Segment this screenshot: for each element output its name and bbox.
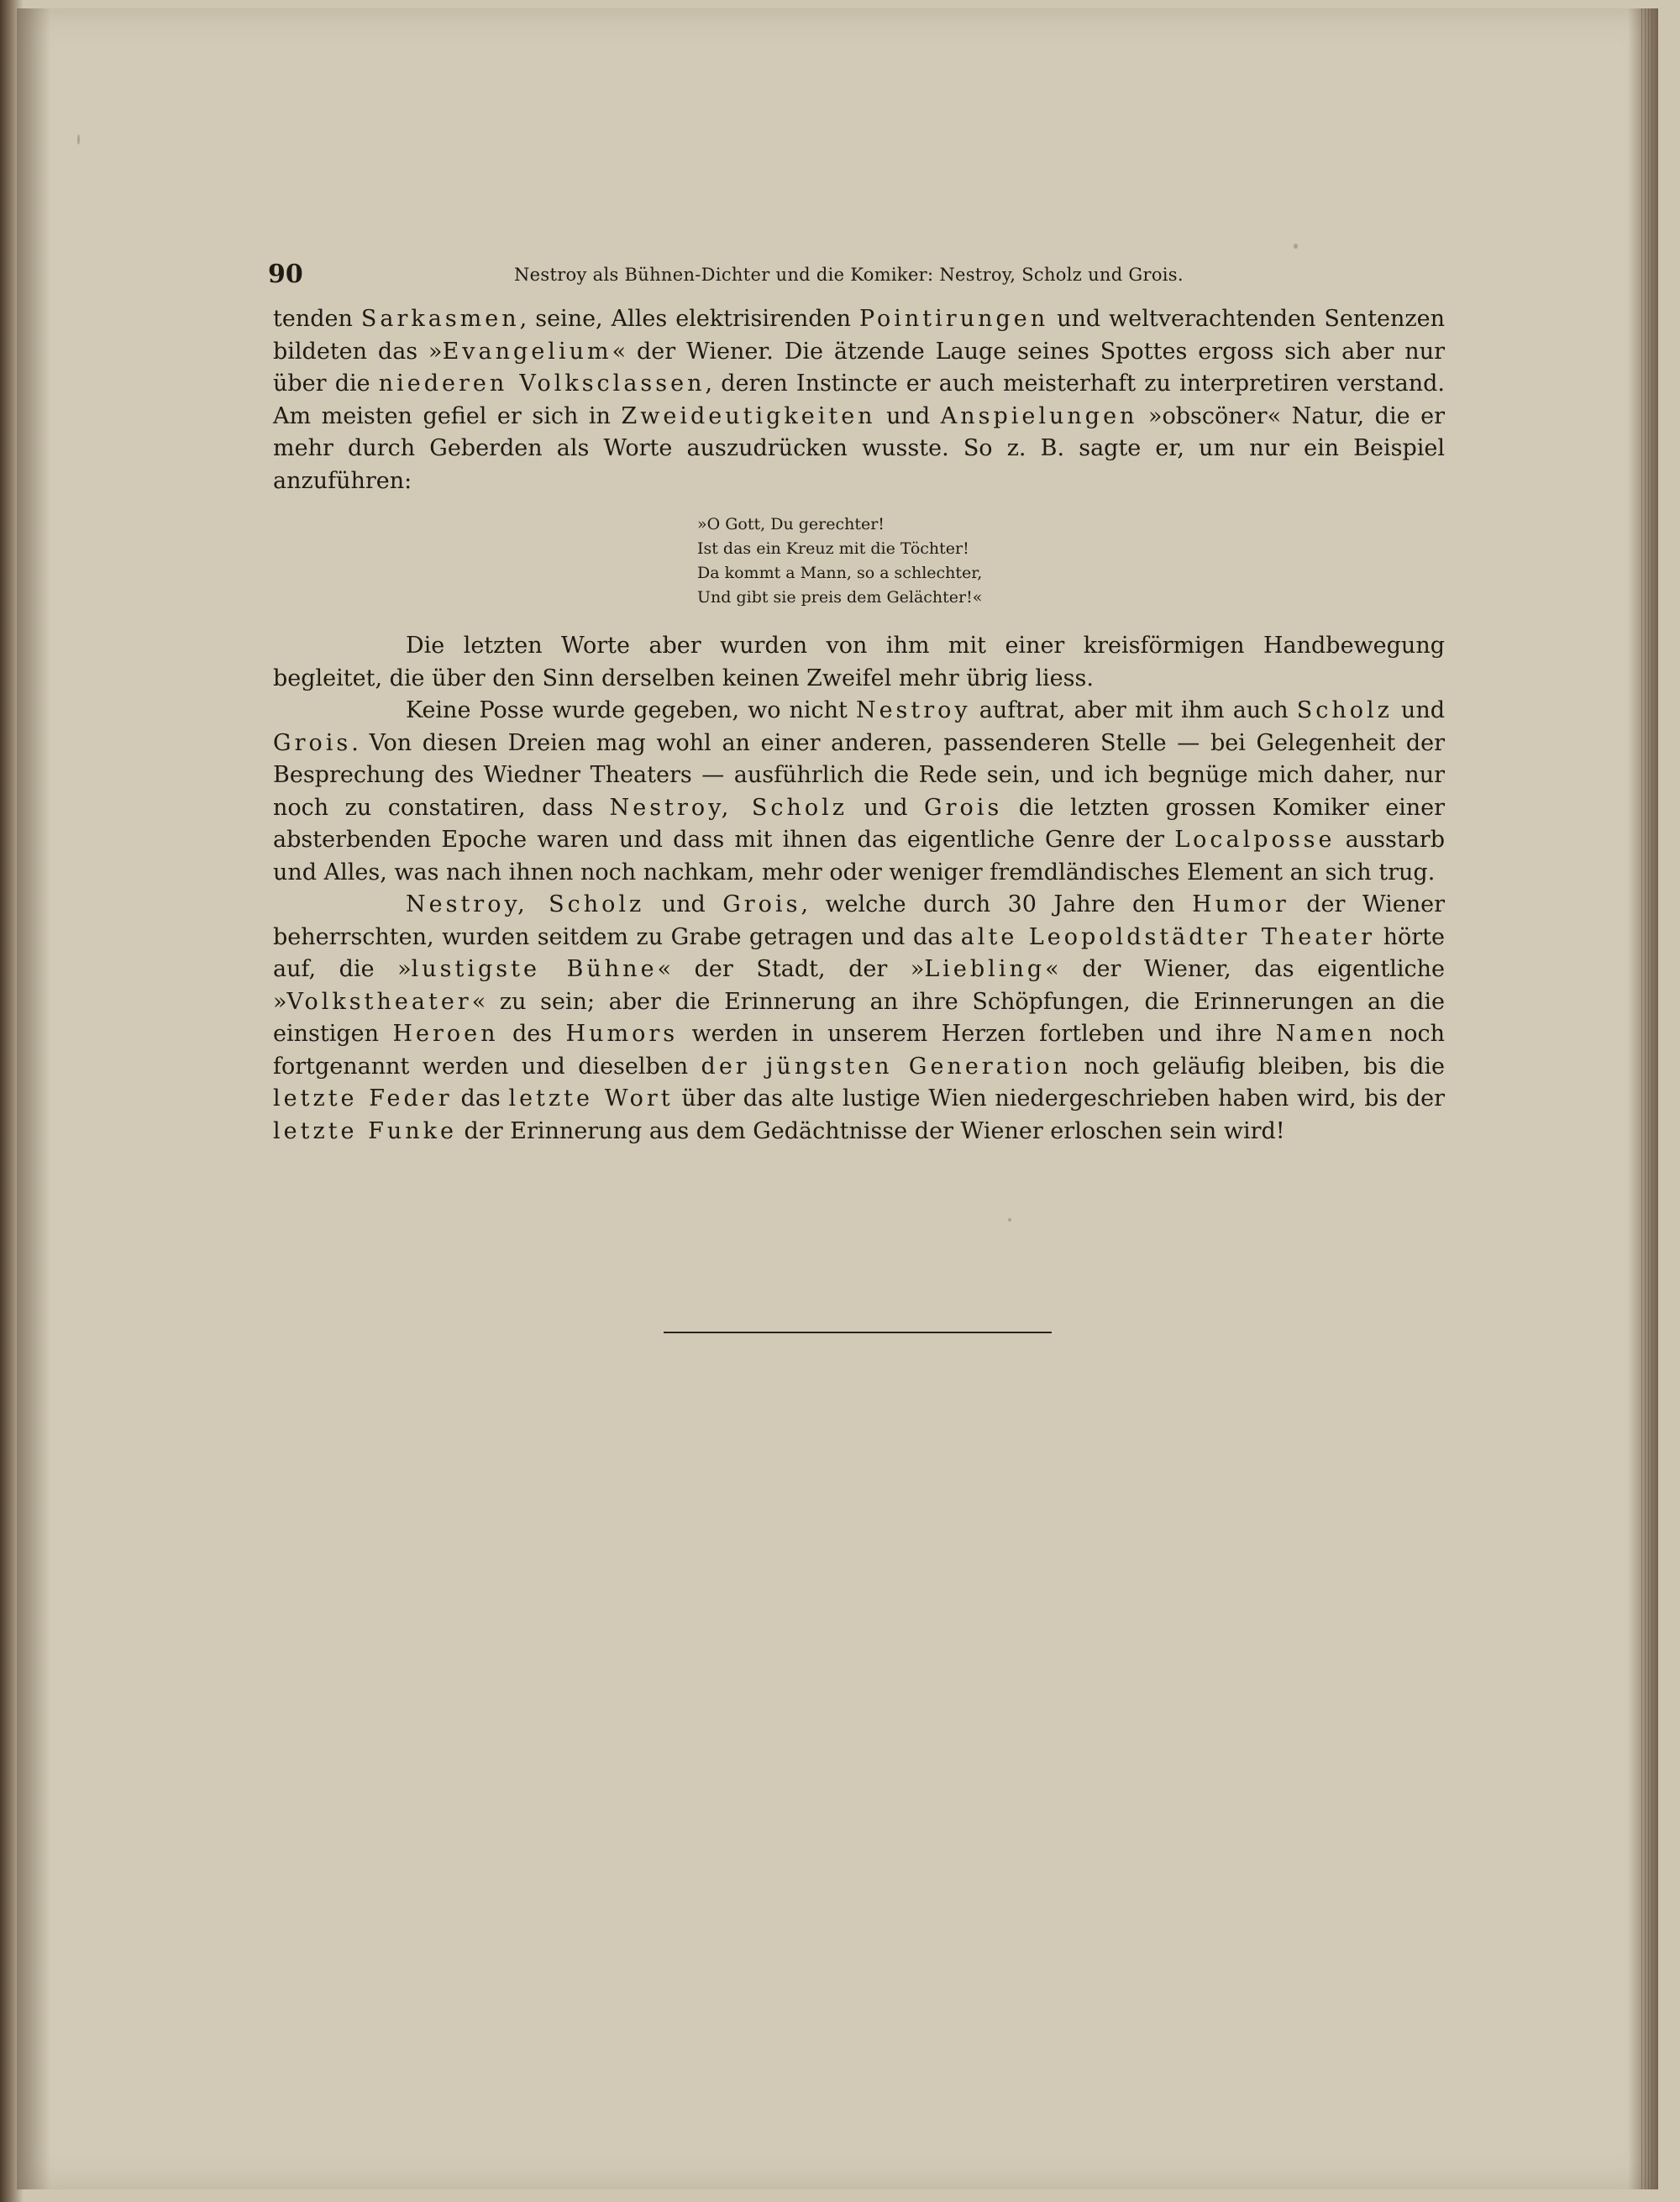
page-content [268,256,1446,1148]
text-run: über das alte lustige Wien niedergeschrieben haben wird, bis der [673,1085,1445,1112]
spaced-term: Nestroy, Scholz [609,794,848,821]
spaced-term: Grois [924,794,1003,821]
verse-line: Da kommt a Mann, so a schlechter, [697,564,983,582]
spaced-term: Nestroy, Scholz [406,891,645,917]
text-run: ausstarb und Alles, was nach ihnen noch nachkam, mehr oder weniger fremdländisches Element an sich trug. [273,827,1445,886]
text-run: und [847,794,924,821]
verse-line: Ist das ein Kreuz mit die Töchter! [697,539,969,558]
spaced-term: Nestroy [855,697,971,723]
spaced-term: Namen [1275,1021,1376,1047]
spaced-term: Localposse [1174,827,1336,853]
text-run: « zu sein; aber die Erinnerung an ihre Schöpfungen, die Erinnerungen an die einstigen [273,988,1445,1047]
paragraph-1 [273,303,1445,497]
text-run: auftrat, aber mit ihm auch [970,697,1297,723]
text-run: und weltverachtenden Sentenzen bildeten das » [273,306,1446,365]
spaced-term: letzte Wort [508,1085,674,1112]
text-run: , welche durch 30 Jahre den [801,891,1193,917]
text-run: noch geläufig bleiben, bis die [1070,1053,1446,1080]
spaced-term: letzte Feder [273,1085,453,1112]
page-gutter-shadow [17,8,50,2189]
text-run: des [498,1021,566,1047]
spaced-term: Pointirungen [858,306,1049,332]
paper-speck [1294,244,1298,249]
spaced-term: lustigste Bühne [411,956,658,982]
text-run: « der Stadt, der » [657,956,925,982]
spaced-term: Humors [565,1021,679,1047]
spaced-term: niederen Volksclassen [378,371,706,397]
text-run: . Von diesen Dreien mag wohl an einer anderen, passenderen Stelle — bei Gelegenheit der Besprechung des Wiedner Theaters — ausführlich die Rede sein, und ich begnüge mich daher, nur noch zu constatiren, dass [273,729,1445,821]
text-run: und [875,402,941,429]
stacked-page-edges [1641,8,1655,2189]
text-run: « der Wiener, das eigentliche » [273,956,1445,1015]
text-run: noch fortgenannt werden und dieselben [273,1021,1446,1080]
text-run: Keine Posse wurde gegeben, wo nicht [406,697,856,723]
text-run: die letzten grossen Komiker einer absterbenden Epoche waren und dass mit ihnen das eigentliche Genre der [273,794,1445,853]
text-run: hörte auf, die » [273,923,1445,982]
text-run: , seine, Alles elektrisirenden [519,306,859,332]
text-run: , deren Instincte er auch meisterhaft zu interpretiren verstand. Am meisten gefiel er sich in [273,371,1446,429]
spaced-term: Scholz [1296,697,1393,723]
text-run: der Wiener beherrschten, wurden seitdem zu Grabe getragen und das [273,891,1445,950]
spaced-term: Grois [273,729,352,756]
text-run: »obscöner« Natur, die er mehr durch Geberden als Worte auszudrücken wusste. So z. B. sagte er, um nur ein Beispiel anzuführen: [273,402,1445,494]
text-run: und [1392,697,1445,723]
spaced-term: Liebling [924,956,1046,982]
spaced-term: Zweideutigkeiten [621,402,876,429]
text-run: tenden [273,306,361,332]
paragraph-2: Die letzten Worte aber wurden von ihm mit einer kreisförmigen Handbewegung begleitet, die über den Sinn derselben keinen Zweifel mehr übrig liess. [273,633,1445,691]
running-title: Nestroy als Bühnen-Dichter und die Komiker: Nestroy, Scholz und Grois. [514,265,1184,285]
section-end-rule [664,1332,1052,1333]
page-number: 90 [268,260,303,289]
spaced-term: Humor [1192,891,1289,917]
text-run: der Erinnerung aus dem Gedächtnisse der Wiener erloschen sein wird! [456,1117,1285,1144]
paper-speck [1008,1218,1011,1222]
spaced-term: letzte Funke [273,1117,457,1144]
text-run: werden in unserem Herzen fortleben und ihre [678,1021,1276,1047]
spaced-term: Sarkasmen [360,306,520,332]
spaced-term: Volkstheater [286,988,472,1015]
paragraph-3 [273,695,1445,889]
text-run: das [452,1085,509,1112]
running-head [268,256,1445,290]
paper-speck [77,134,80,145]
spaced-term: Heroen [392,1021,499,1047]
text-run: und [644,891,723,917]
paragraph-4 [273,889,1445,1148]
text-run: « der Wiener. Die ätzende Lauge seines Spottes ergoss sich aber nur über die [273,338,1445,397]
spaced-term: Anspielungen [940,402,1138,429]
spaced-term: der jüngsten Generation [701,1053,1071,1080]
verse-line: Und gibt sie preis dem Gelächter!« [697,588,983,607]
spaced-term: Evangelium [442,338,612,365]
verse-quote [697,512,1445,610]
verse-line: »O Gott, Du gerechter! [697,515,885,533]
spaced-term: alte Leopoldstädter Theater [960,923,1376,950]
spaced-term: Grois [722,891,801,917]
